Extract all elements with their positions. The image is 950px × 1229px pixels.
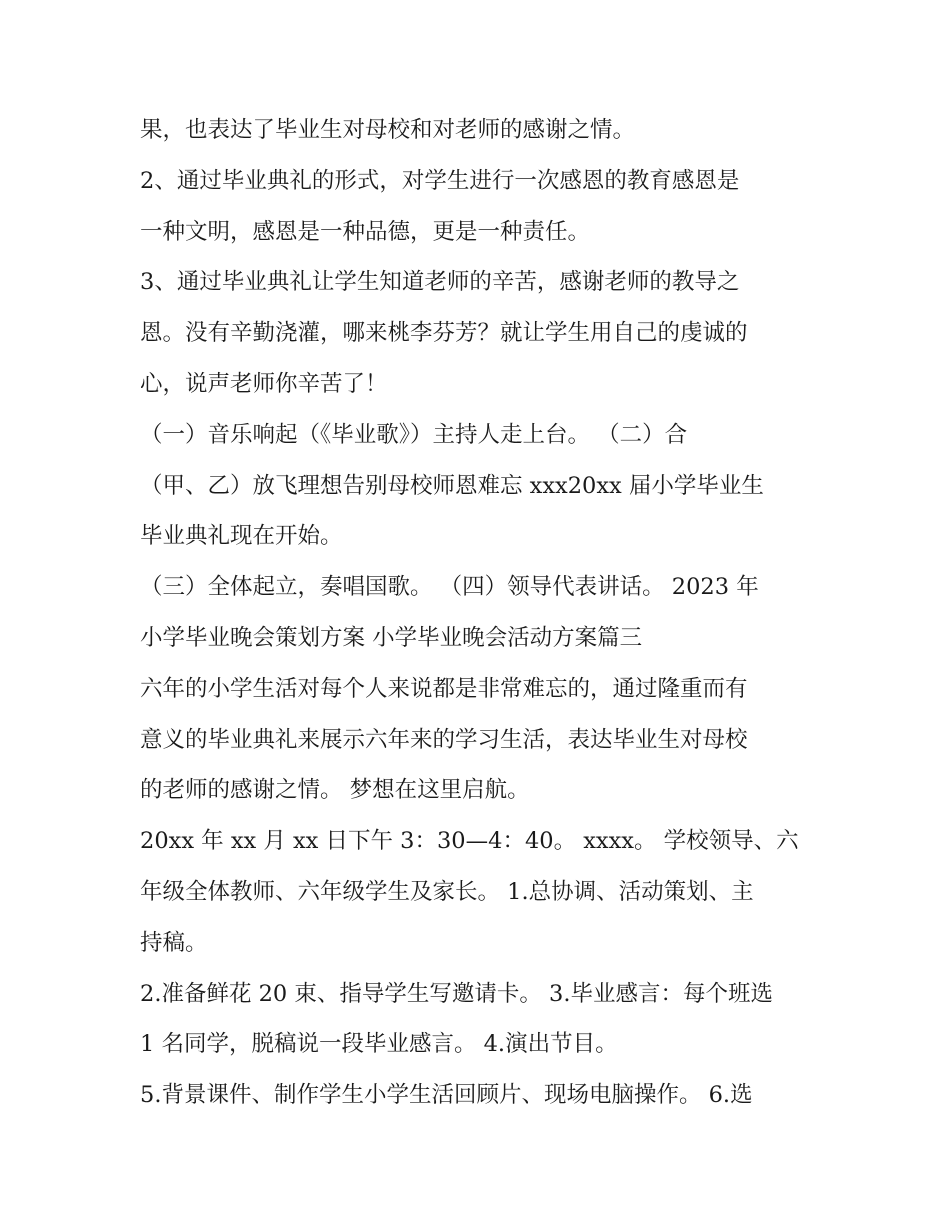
text-line: 一种文明，感恩是一种品德，更是一种责任。 xyxy=(140,218,591,245)
text-line: 小学毕业晚会策划方案 小学毕业晚会活动方案篇三 xyxy=(140,624,643,651)
text-line: 心，说声老师你辛苦了！ xyxy=(140,370,388,397)
text-line: 年级全体教师、六年级学生及家长。 1.总协调、活动策划、主 xyxy=(140,878,754,905)
body-text xyxy=(140,105,820,1121)
text-line: （三）全体起立，奏唱国歌。 （四）领导代表讲话。 2023 年 xyxy=(140,574,759,601)
text-line: 果，也表达了毕业生对母校和对老师的感谢之情。 xyxy=(140,117,636,143)
text-line: 2、通过毕业典礼的形式，对学生进行一次感恩的教育感恩是 xyxy=(140,167,740,194)
text-line: （甲、乙）放飞理想告别母校师恩难忘 xxx20xx 届小学毕业生 xyxy=(140,472,764,499)
text-line: 意义的毕业典礼来展示六年来的学习生活，表达毕业生对母校 xyxy=(140,726,748,753)
text-line: （一）音乐响起（《毕业歌》）主持人走上台。 （二）合 xyxy=(140,421,688,448)
text-line: 20xx 年 xx 月 xx 日下午 3：30—4：40。 xxxx。 学校领导、六 xyxy=(140,828,799,855)
text-line: 的老师的感谢之情。 梦想在这里启航。 xyxy=(140,777,530,804)
text-line: 毕业典礼现在开始。 xyxy=(140,523,343,550)
text-line: 六年的小学生活对每个人来说都是非常难忘的，通过隆重而有 xyxy=(140,675,748,702)
text-line: 2.准备鲜花 20 束、指导学生写邀请卡。 3.毕业感言：每个班选 xyxy=(140,980,774,1007)
text-line: 3、通过毕业典礼让学生知道老师的辛苦，感谢老师的教导之 xyxy=(140,269,740,296)
text-line: 1 名同学，脱稿说一段毕业感言。 4.演出节目。 xyxy=(140,1031,618,1058)
text-line: 持稿。 xyxy=(140,929,208,956)
text-line: 5.背景课件、制作学生小学生活回顾片、现场电脑操作。 6.选 xyxy=(140,1082,753,1109)
text-line: 恩。没有辛勤浇灌，哪来桃李芬芳？就让学生用自己的虔诚的 xyxy=(140,320,748,347)
